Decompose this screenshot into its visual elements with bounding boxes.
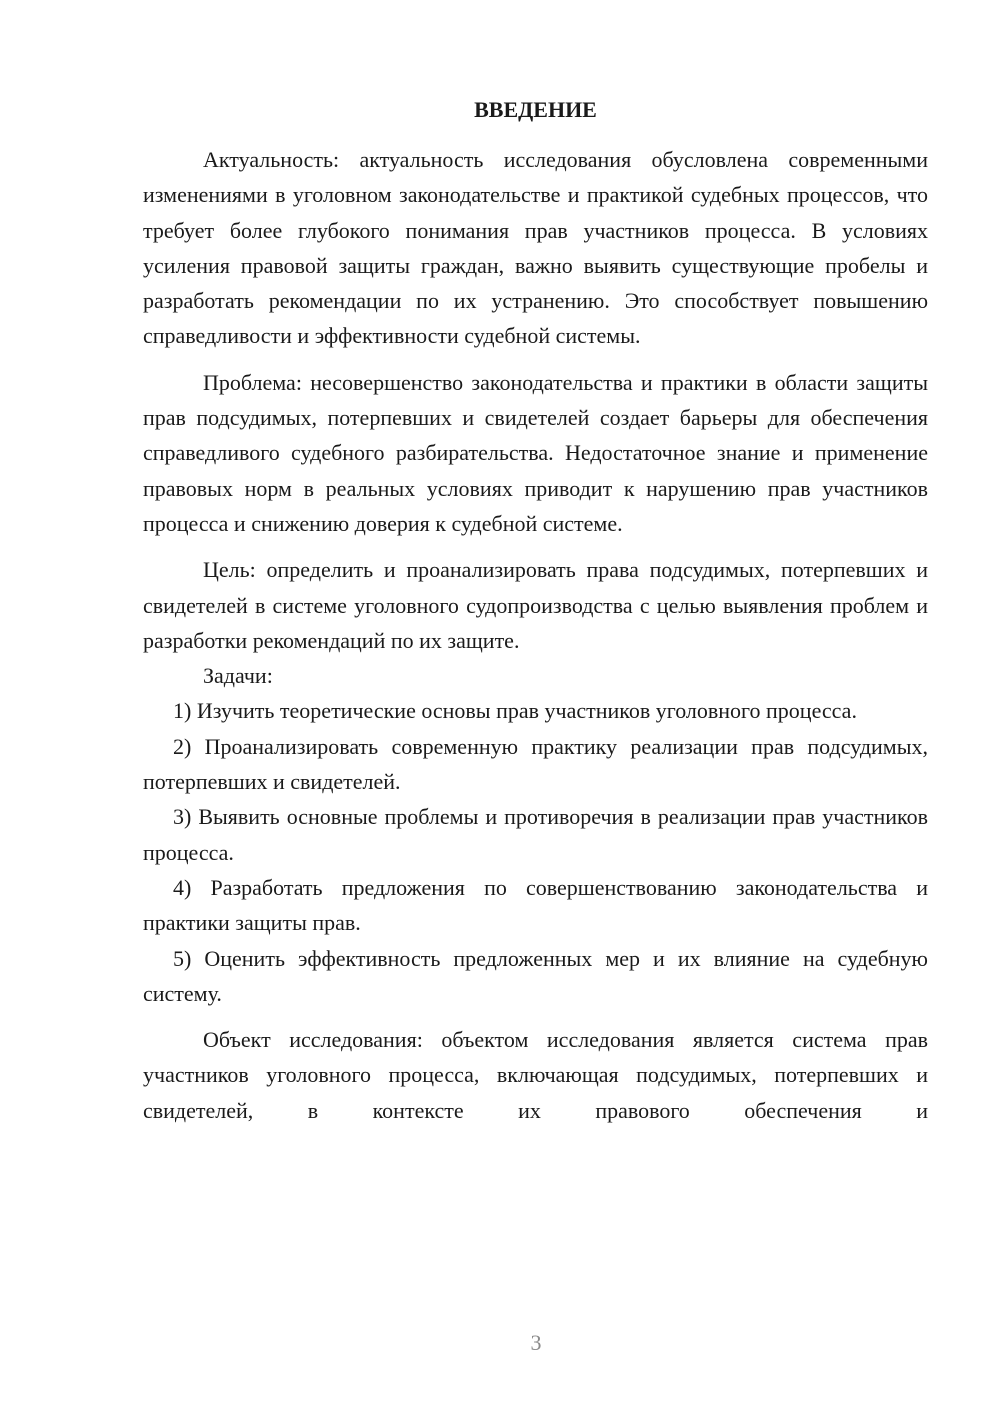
paragraph-goal: Цель: определить и проанализировать права подсудимых, потерпевших и свидетелей в системе уголовного судопроизводства с целью выявления проблем и разработки рекомендаций по их защите. (143, 557, 928, 653)
tasks-heading: Задачи: (203, 663, 273, 689)
section-title: ВВЕДЕНИЕ (474, 97, 597, 122)
task-item-5: 5) Оценить эффективность предложенных мер и их влияние на судебную систему. (143, 945, 928, 1006)
task-item-2: 2) Проанализировать современную практику реализации прав подсудимых, потерпевших и свидетелей. (143, 733, 928, 795)
paragraph-relevance: Актуальность: актуальность исследования обусловлена современными изменениями в уголовном законодательстве и практикой судебных процессов, что требует более глубокого понимания прав участников процесса. В условиях усиления правовой защиты граждан, важно выявить существующие пробелы и разработать рекомендации по их устранению. Это способствует повышению справедливости и эффективности судебной системы. (143, 147, 928, 349)
paragraph-object: Объект исследования: объектом исследования является система прав участников уголовного процесса, включающая подсудимых, потерпевших и свидетелей, в контексте их правового обеспечения и (143, 1027, 928, 1123)
document-page (143, 92, 928, 1128)
task-item-4: 4) Разработать предложения по совершенствованию законодательства и практики защиты прав. (143, 874, 928, 936)
task-item-3: 3) Выявить основные проблемы и противоречия в реализации прав участников процесса. (143, 804, 928, 865)
page-number: 3 (530, 1330, 542, 1355)
task-item-1: 1) Изучить теоретические основы прав участников уголовного процесса. (173, 698, 857, 724)
paragraph-problem: Проблема: несовершенство законодательства и практики в области защиты прав подсудимых, потерпевших и свидетелей создает барьеры для обеспечения справедливого судебного разбирательства. Недостаточное знание и применение правовых норм в реальных условиях приводит к нарушению прав участников процесса и снижению доверия к судебной системе. (143, 369, 928, 536)
